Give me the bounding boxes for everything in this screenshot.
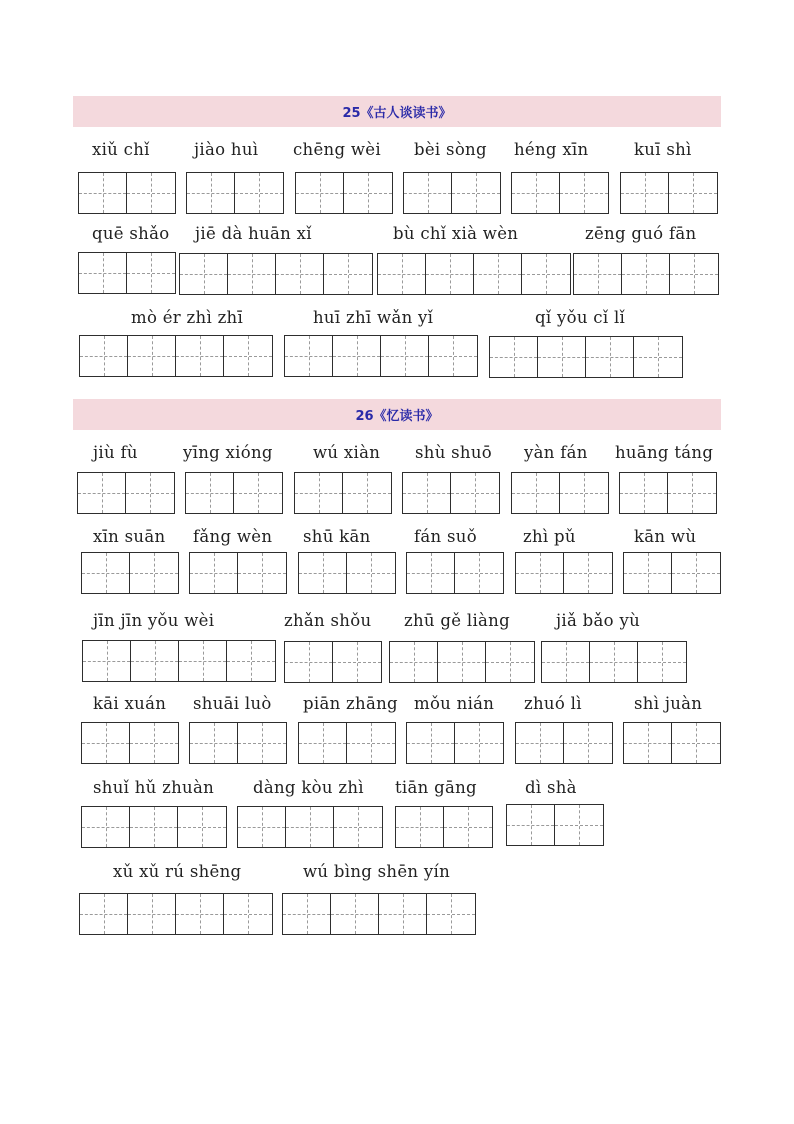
writing-cell[interactable] xyxy=(396,807,444,847)
pinyin-label: jīn jīn yǒu wèi xyxy=(93,611,215,630)
writing-cell[interactable] xyxy=(455,723,503,763)
pinyin-label: yīng xióng xyxy=(183,443,273,462)
writing-cell[interactable] xyxy=(234,473,282,513)
writing-cell[interactable] xyxy=(621,173,669,213)
writing-grid[interactable] xyxy=(79,335,273,377)
writing-cell[interactable] xyxy=(378,254,426,294)
pinyin-label: jiē dà huān xǐ xyxy=(195,224,312,243)
pinyin-label: kāi xuán xyxy=(93,694,167,713)
writing-grid[interactable] xyxy=(81,552,179,594)
pinyin-label: zhuó lì xyxy=(524,694,582,713)
writing-grid[interactable] xyxy=(573,253,719,295)
writing-cell[interactable] xyxy=(126,473,174,513)
writing-cell[interactable] xyxy=(238,723,286,763)
writing-cell[interactable] xyxy=(522,254,570,294)
writing-grid[interactable] xyxy=(377,253,571,295)
writing-grid[interactable] xyxy=(82,640,276,682)
writing-cell[interactable] xyxy=(224,336,272,376)
pinyin-label: shuǐ hǔ zhuàn xyxy=(93,778,215,797)
pinyin-label: jiào huì xyxy=(194,140,259,159)
writing-cell[interactable] xyxy=(179,641,227,681)
writing-grid[interactable] xyxy=(506,804,604,846)
writing-cell[interactable] xyxy=(347,553,395,593)
writing-grid[interactable] xyxy=(81,806,227,848)
writing-grid[interactable] xyxy=(295,172,393,214)
writing-cell[interactable] xyxy=(381,336,429,376)
writing-cell[interactable] xyxy=(80,894,128,934)
writing-grid[interactable] xyxy=(298,722,396,764)
pinyin-label: huī zhī wǎn yǐ xyxy=(313,308,434,327)
writing-cell[interactable] xyxy=(190,553,238,593)
writing-grid[interactable] xyxy=(79,893,273,935)
writing-cell[interactable] xyxy=(235,173,283,213)
writing-cell[interactable] xyxy=(564,553,612,593)
writing-cell[interactable] xyxy=(131,641,179,681)
writing-grid[interactable] xyxy=(515,552,613,594)
writing-cell[interactable] xyxy=(347,723,395,763)
writing-cell[interactable] xyxy=(486,642,534,682)
writing-grid[interactable] xyxy=(403,172,501,214)
writing-cell[interactable] xyxy=(78,473,126,513)
writing-grid[interactable] xyxy=(189,722,287,764)
writing-cell[interactable] xyxy=(227,641,275,681)
pinyin-label: shū kān xyxy=(303,527,371,546)
pinyin-label: shì juàn xyxy=(634,694,703,713)
pinyin-label: chēng wèi xyxy=(293,140,381,159)
writing-cell[interactable] xyxy=(390,642,438,682)
writing-cell[interactable] xyxy=(455,553,503,593)
writing-grid[interactable] xyxy=(489,336,683,378)
writing-grid[interactable] xyxy=(541,641,687,683)
writing-cell[interactable] xyxy=(79,253,127,293)
pinyin-label: xīn suān xyxy=(93,527,166,546)
writing-cell[interactable] xyxy=(516,723,564,763)
pinyin-label: zēng guó fān xyxy=(585,224,697,243)
writing-cell[interactable] xyxy=(295,473,343,513)
writing-cell[interactable] xyxy=(80,336,128,376)
pinyin-label: huāng táng xyxy=(615,443,714,462)
writing-grid[interactable] xyxy=(78,252,176,294)
writing-cell[interactable] xyxy=(444,807,492,847)
writing-cell[interactable] xyxy=(624,723,672,763)
writing-grid[interactable] xyxy=(623,552,721,594)
pinyin-label: dì shà xyxy=(525,778,577,797)
pinyin-label: shù shuō xyxy=(415,443,493,462)
pinyin-label: wú bìng shēn yín xyxy=(303,862,451,881)
writing-grid[interactable] xyxy=(78,172,176,214)
pinyin-label: zhū gě liàng xyxy=(404,611,510,630)
writing-grid[interactable] xyxy=(511,172,609,214)
writing-grid[interactable] xyxy=(511,472,609,514)
writing-cell[interactable] xyxy=(228,254,276,294)
writing-cell[interactable] xyxy=(451,473,499,513)
writing-cell[interactable] xyxy=(333,336,381,376)
writing-cell[interactable] xyxy=(331,894,379,934)
writing-grid[interactable] xyxy=(81,722,179,764)
writing-cell[interactable] xyxy=(512,473,560,513)
pinyin-label: zhì pǔ xyxy=(523,527,576,546)
writing-grid[interactable] xyxy=(406,722,504,764)
writing-cell[interactable] xyxy=(555,805,603,845)
writing-cell[interactable] xyxy=(238,807,286,847)
writing-grid[interactable] xyxy=(623,722,721,764)
writing-cell[interactable] xyxy=(438,642,486,682)
writing-cell[interactable] xyxy=(560,473,608,513)
writing-cell[interactable] xyxy=(586,337,634,377)
writing-cell[interactable] xyxy=(512,173,560,213)
writing-cell[interactable] xyxy=(299,723,347,763)
writing-cell[interactable] xyxy=(490,337,538,377)
writing-grid[interactable] xyxy=(395,806,493,848)
writing-cell[interactable] xyxy=(285,336,333,376)
writing-cell[interactable] xyxy=(130,723,178,763)
writing-cell[interactable] xyxy=(624,553,672,593)
writing-cell[interactable] xyxy=(283,894,331,934)
writing-cell[interactable] xyxy=(187,173,235,213)
pinyin-label: jiù fù xyxy=(93,443,138,462)
writing-cell[interactable] xyxy=(516,553,564,593)
writing-grid[interactable] xyxy=(179,253,373,295)
writing-cell[interactable] xyxy=(186,473,234,513)
section-header-26 xyxy=(73,399,721,430)
writing-cell[interactable] xyxy=(672,553,720,593)
writing-cell[interactable] xyxy=(238,553,286,593)
pinyin-label: dàng kòu zhì xyxy=(253,778,364,797)
writing-grid[interactable] xyxy=(389,641,535,683)
writing-grid[interactable] xyxy=(186,172,284,214)
pinyin-label: piān zhāng xyxy=(303,694,398,713)
writing-grid[interactable] xyxy=(284,641,382,683)
writing-cell[interactable] xyxy=(542,642,590,682)
writing-cell[interactable] xyxy=(590,642,638,682)
writing-cell[interactable] xyxy=(333,642,381,682)
writing-cell[interactable] xyxy=(574,254,622,294)
writing-cell[interactable] xyxy=(452,173,500,213)
pinyin-label: bù chǐ xià wèn xyxy=(393,224,519,243)
writing-cell[interactable] xyxy=(474,254,522,294)
pinyin-label: shuāi luò xyxy=(193,694,272,713)
writing-cell[interactable] xyxy=(560,173,608,213)
writing-cell[interactable] xyxy=(344,173,392,213)
writing-cell[interactable] xyxy=(176,336,224,376)
writing-grid[interactable] xyxy=(619,472,717,514)
writing-cell[interactable] xyxy=(427,894,475,934)
writing-cell[interactable] xyxy=(668,473,716,513)
writing-grid[interactable] xyxy=(189,552,287,594)
writing-grid[interactable] xyxy=(284,335,478,377)
section-header-25 xyxy=(73,96,721,127)
writing-cell[interactable] xyxy=(299,553,347,593)
pinyin-label: wú xiàn xyxy=(313,443,381,462)
writing-cell[interactable] xyxy=(669,173,717,213)
writing-cell[interactable] xyxy=(178,807,226,847)
writing-cell[interactable] xyxy=(407,553,455,593)
pinyin-label: héng xīn xyxy=(514,140,589,159)
writing-cell[interactable] xyxy=(276,254,324,294)
writing-cell[interactable] xyxy=(403,473,451,513)
writing-cell[interactable] xyxy=(130,553,178,593)
writing-cell[interactable] xyxy=(564,723,612,763)
pinyin-label: jiǎ bǎo yù xyxy=(556,611,641,630)
pinyin-label: kuī shì xyxy=(634,140,692,159)
writing-grid[interactable] xyxy=(298,552,396,594)
pinyin-label: fán suǒ xyxy=(414,527,477,546)
writing-cell[interactable] xyxy=(83,641,131,681)
writing-cell[interactable] xyxy=(343,473,391,513)
writing-cell[interactable] xyxy=(672,723,720,763)
writing-cell[interactable] xyxy=(538,337,586,377)
writing-cell[interactable] xyxy=(128,894,176,934)
writing-cell[interactable] xyxy=(296,173,344,213)
writing-grid[interactable] xyxy=(620,172,718,214)
writing-grid[interactable] xyxy=(185,472,283,514)
writing-grid[interactable] xyxy=(294,472,392,514)
pinyin-label: yàn fán xyxy=(524,443,588,462)
writing-cell[interactable] xyxy=(507,805,555,845)
writing-cell[interactable] xyxy=(334,807,382,847)
pinyin-label: zhǎn shǒu xyxy=(284,611,372,630)
writing-cell[interactable] xyxy=(176,894,224,934)
writing-cell[interactable] xyxy=(622,254,670,294)
writing-grid[interactable] xyxy=(406,552,504,594)
writing-cell[interactable] xyxy=(130,807,178,847)
pinyin-label: kān wù xyxy=(634,527,697,546)
pinyin-label: tiān gāng xyxy=(395,778,477,797)
pinyin-label: fǎng wèn xyxy=(193,527,273,546)
pinyin-label: quē shǎo xyxy=(92,224,170,243)
writing-cell[interactable] xyxy=(407,723,455,763)
writing-cell[interactable] xyxy=(128,336,176,376)
writing-cell[interactable] xyxy=(79,173,127,213)
writing-grid[interactable] xyxy=(402,472,500,514)
section-title: 25《古人谈读书》 xyxy=(342,106,452,121)
writing-cell[interactable] xyxy=(634,337,682,377)
section-title: 26《忆读书》 xyxy=(355,409,439,424)
writing-cell[interactable] xyxy=(127,173,175,213)
writing-cell[interactable] xyxy=(190,723,238,763)
writing-cell[interactable] xyxy=(426,254,474,294)
writing-cell[interactable] xyxy=(429,336,477,376)
writing-cell[interactable] xyxy=(404,173,452,213)
writing-cell[interactable] xyxy=(224,894,272,934)
writing-grid[interactable] xyxy=(77,472,175,514)
writing-cell[interactable] xyxy=(638,642,686,682)
writing-grid[interactable] xyxy=(237,806,383,848)
writing-grid[interactable] xyxy=(515,722,613,764)
pinyin-label: mò ér zhì zhī xyxy=(131,308,244,327)
pinyin-label: qǐ yǒu cǐ lǐ xyxy=(535,308,626,327)
writing-cell[interactable] xyxy=(285,642,333,682)
writing-cell[interactable] xyxy=(82,553,130,593)
writing-cell[interactable] xyxy=(127,253,175,293)
writing-cell[interactable] xyxy=(82,723,130,763)
pinyin-label: bèi sòng xyxy=(414,140,487,159)
pinyin-label: mǒu nián xyxy=(414,694,495,713)
writing-cell[interactable] xyxy=(324,254,372,294)
pinyin-label: xiǔ chǐ xyxy=(92,140,150,159)
writing-grid[interactable] xyxy=(282,893,476,935)
writing-cell[interactable] xyxy=(620,473,668,513)
pinyin-label: xǔ xǔ rú shēng xyxy=(113,862,242,881)
writing-cell[interactable] xyxy=(670,254,718,294)
writing-cell[interactable] xyxy=(180,254,228,294)
writing-cell[interactable] xyxy=(286,807,334,847)
writing-cell[interactable] xyxy=(82,807,130,847)
writing-cell[interactable] xyxy=(379,894,427,934)
